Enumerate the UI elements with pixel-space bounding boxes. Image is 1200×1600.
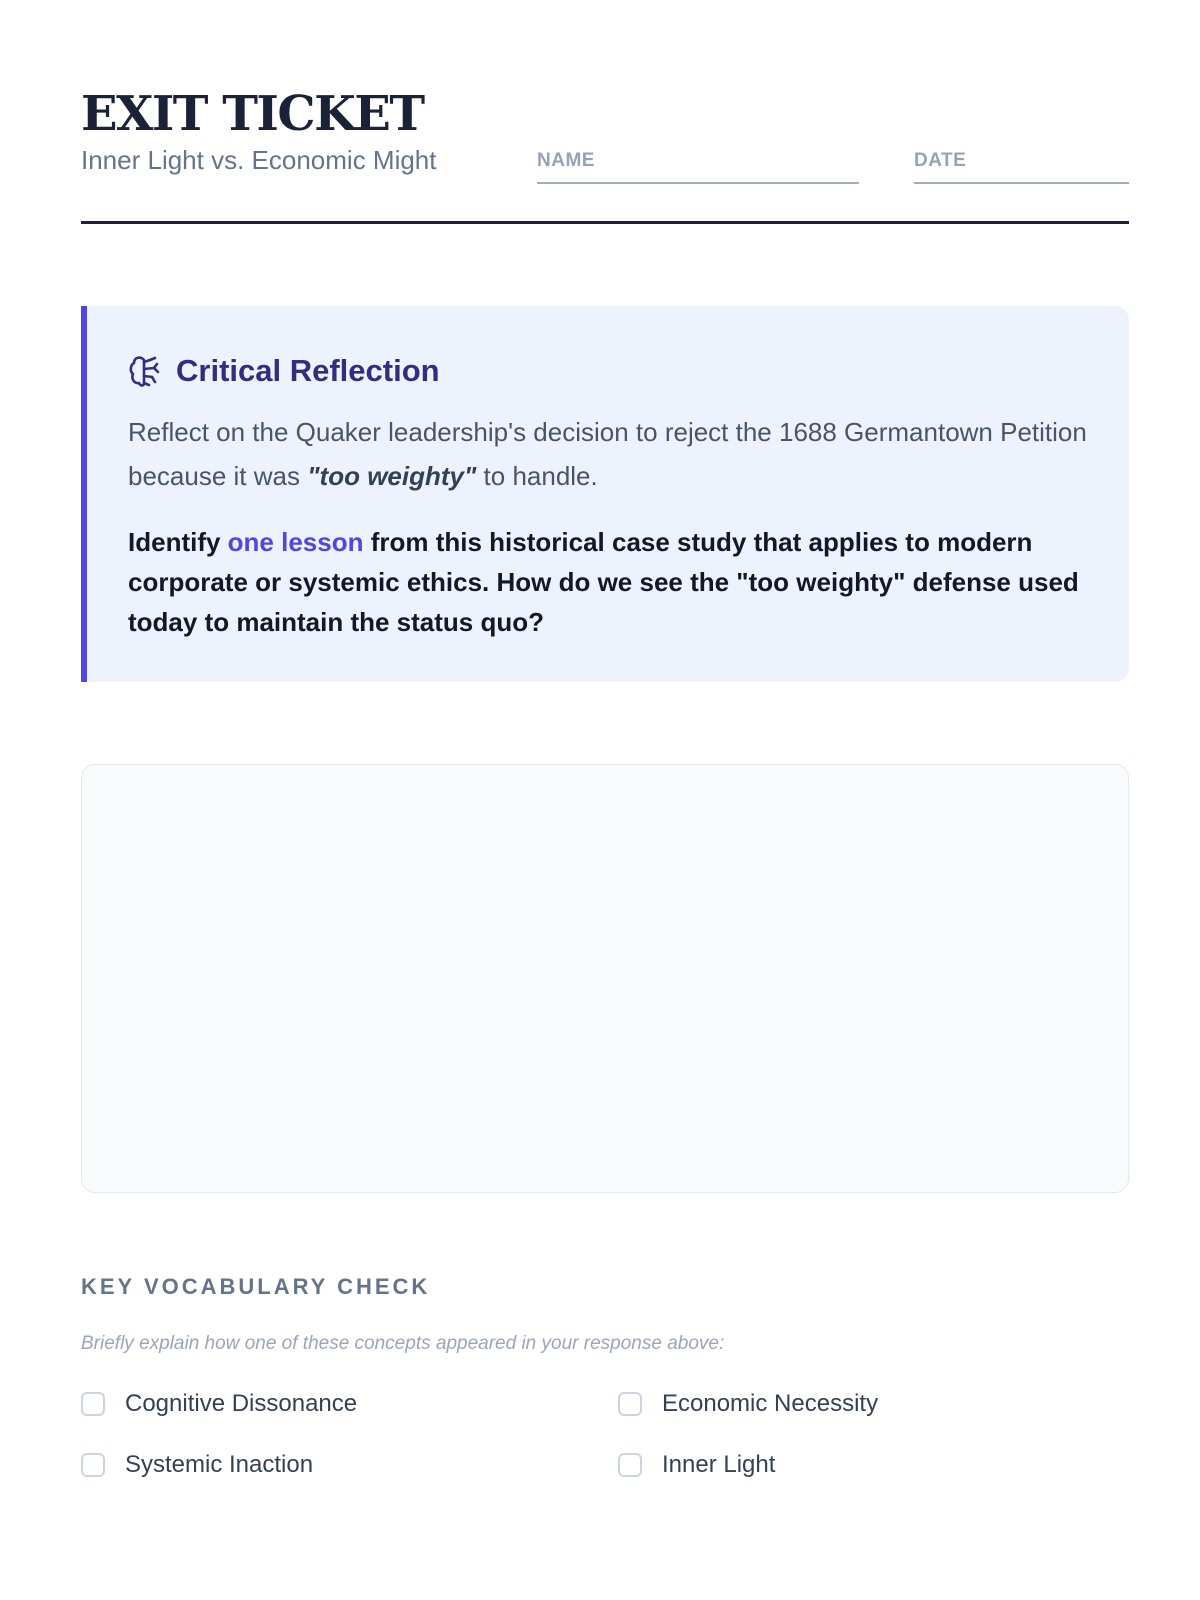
vocab-option-systemic-inaction[interactable] (81, 1449, 313, 1481)
vocab-option-economic-necessity[interactable] (618, 1388, 878, 1420)
reflection-emphasis: "too weighty" (307, 461, 477, 491)
reflection-body (128, 410, 1088, 498)
vocab-option-label: Systemic Inaction (125, 1451, 314, 1478)
date-field[interactable] (914, 144, 1129, 184)
vocabulary-instruction: Briefly explain how one of these concepts appeared in your response above: (81, 1333, 725, 1354)
reflection-title: Critical Reflection (176, 353, 440, 388)
page-subtitle: Inner Light vs. Economic Might (81, 145, 437, 175)
checkbox[interactable] (618, 1392, 642, 1416)
reflection-body-end: to handle. (476, 461, 598, 491)
name-label: NAME (537, 150, 595, 171)
prompt-text-start: Identify (128, 527, 228, 557)
page-title: EXIT TICKET (81, 86, 424, 142)
vocab-option-label: Cognitive Dissonance (125, 1390, 358, 1417)
checkbox[interactable] (618, 1453, 642, 1477)
vocab-option-inner-light[interactable] (618, 1449, 775, 1481)
header (81, 84, 1129, 226)
prompt-text-end: from this historical case study that applies to modern corporate or systemic ethics. How do we see the "too weighty" defense used today to maintain the status quo? (128, 527, 1079, 637)
checkbox[interactable] (81, 1453, 105, 1477)
checkbox[interactable] (81, 1392, 105, 1416)
vocabulary-heading: KEY VOCABULARY CHECK (81, 1274, 431, 1299)
vocab-option-label: Economic Necessity (662, 1390, 879, 1417)
date-label: DATE (914, 150, 967, 171)
header-divider (81, 221, 1129, 224)
critical-reflection-card (81, 306, 1129, 682)
brain-icon (128, 353, 160, 389)
prompt-highlight: one lesson (227, 527, 364, 557)
name-field[interactable] (537, 144, 859, 184)
reflection-heading (128, 350, 440, 392)
response-textarea[interactable] (81, 764, 1129, 1193)
vocab-option-label: Inner Light (662, 1451, 776, 1478)
vocab-option-cognitive-dissonance[interactable] (81, 1388, 357, 1420)
reflection-prompt (128, 522, 1088, 642)
exit-ticket-page (81, 0, 1129, 1600)
reflection-body-text: Reflect on the Quaker leadership's decision to reject the 1688 Germantown Petition because it was (128, 417, 1087, 491)
